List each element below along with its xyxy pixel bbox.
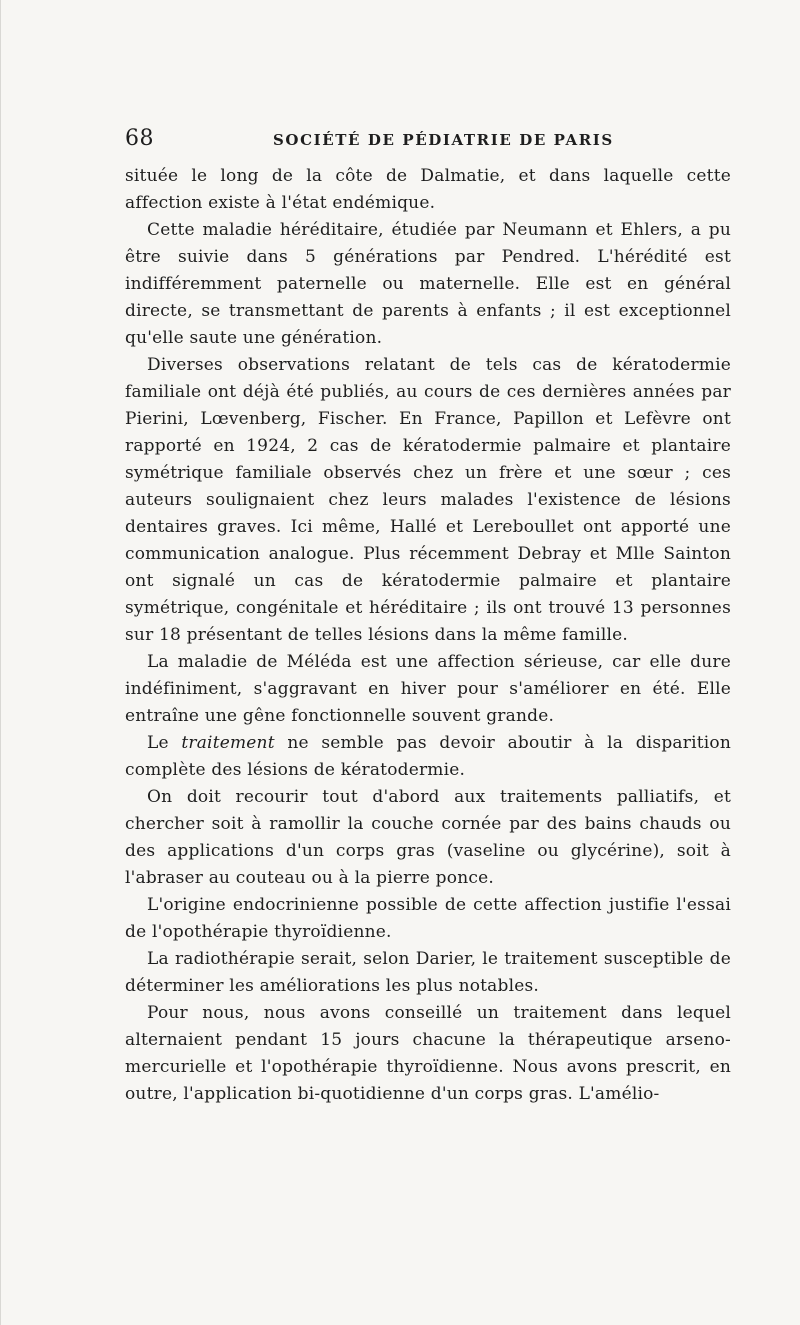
page-number: 68 — [125, 126, 154, 151]
running-head: SOCIÉTÉ DE PÉDIATRIE DE PARIS — [273, 131, 614, 149]
body-text — [125, 163, 731, 1108]
treatment-text-before: Le — [147, 733, 182, 753]
paragraph-our-treatment: Pour nous, nous avons conseillé un traitement dans lequel alternaient pendant 15 jours chacune la thérapeutique arseno-mercurielle et l'opothérapie thyroïdienne. Nous avons prescrit, en outre, l'application bi-quotidienne d'un corps gras. L'amélio- — [125, 1003, 731, 1104]
page-header — [125, 124, 731, 154]
paragraph-observations: Diverses observations relatant de tels cas de kératodermie familiale ont déjà été publiés, au cours de ces dernières années par Pierini, Lœvenberg, Fischer. En France, Papillon et Lefèvre ont rapporté en 1924, 2 cas de kératodermie palmaire et plantaire symétrique familiale observés chez un frère et une sœur ; ces auteurs soulignaient chez leurs malades l'existence de lésions dentaires graves. Ici même, Hallé et Lereboullet ont apporté une communication analogue. Plus récemment Debray et Mlle Sainton ont signalé un cas de kératodermie palmaire et plantaire symétrique, congénitale et héréditaire ; ils ont trouvé 13 personnes sur 18 présentant de telles lésions dans la même famille. — [125, 355, 731, 645]
paragraph-continuation: située le long de la côte de Dalmatie, et dans laquelle cette affection existe à l'état endémique. — [125, 166, 731, 213]
treatment-text-after: ne semble pas devoir aboutir à la disparition complète des lésions de kératodermie. — [125, 733, 731, 780]
paragraph-endocrine: L'origine endocrinienne possible de cette affection justifie l'essai de l'opothérapie thyroïdienne. — [125, 895, 731, 942]
treatment-italic-term: traitement — [181, 733, 275, 753]
paragraph-heredity: Cette maladie héréditaire, étudiée par Neumann et Ehlers, a pu être suivie dans 5 générations par Pendred. L'hérédité est indifféremment paternelle ou maternelle. Elle est en général directe, se transmettant de parents à enfants ; il est exceptionnel qu'elle saute une génération. — [125, 220, 731, 348]
paragraph-palliative: On doit recourir tout d'abord aux traitements palliatifs, et chercher soit à ramollir la couche cornée par des bains chauds ou des applications d'un corps gras (vaseline ou glycérine), soit à l'abraser au couteau ou à la pierre ponce. — [125, 787, 731, 888]
paragraph-radiotherapy: La radiothérapie serait, selon Darier, le traitement susceptible de déterminer les améliorations les plus notables. — [125, 949, 731, 996]
paragraph-treatment — [125, 730, 731, 784]
paragraph-prognosis: La maladie de Méléda est une affection sérieuse, car elle dure indéfiniment, s'aggravant en hiver pour s'améliorer en été. Elle entraîne une gêne fonctionnelle souvent grande. — [125, 652, 731, 726]
